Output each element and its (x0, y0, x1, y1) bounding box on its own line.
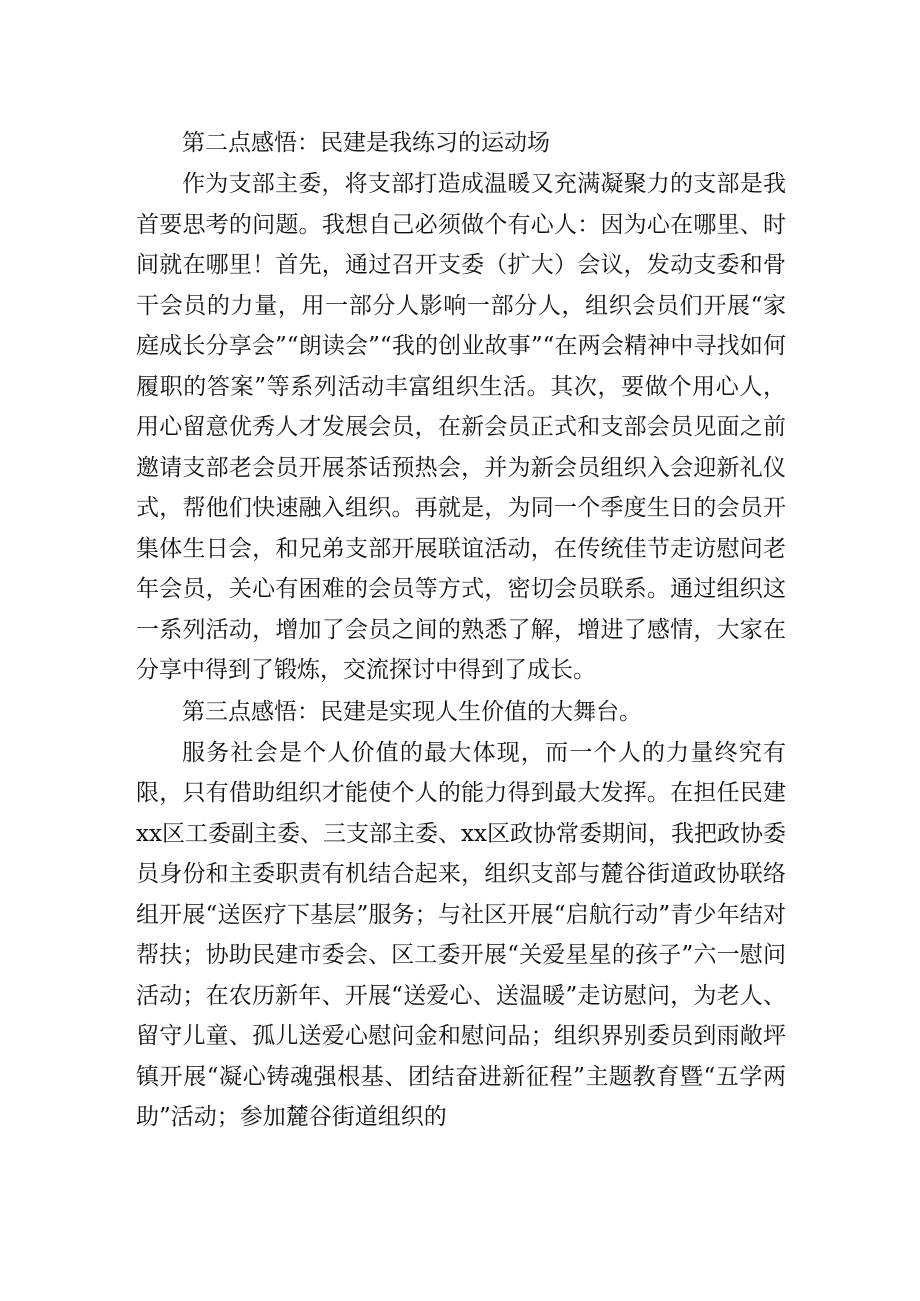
section-2-heading: 第二点感悟：民建是我练习的运动场 (182, 130, 550, 156)
section-3-heading: 第三点感悟：民建是实现人生价值的大舞台。 (182, 698, 642, 725)
document-body (136, 122, 786, 1138)
section-2-paragraph: 作为支部主委，将支部打造成温暖又充满凝聚力的支部是我首要思考的问题。我想自己必须做个有心人：因为心在哪里、时间就在哪里！首先，通过召开支委（扩大）会议，发动支委和骨干会员的力量，用一部分人影响一部分人，组织会员们开展“家庭成长分享会”“朗读会”“我的创业故事”“在两会精神中寻找如何履职的答案”等系列活动丰富组织生活。其次，要做个用心人，用心留意优秀人才发展会员，在新会员正式和支部会员见面之前邀请支部老会员开展茶话预热会，并为新会员组织入会迎新礼仪式，帮他们快速融入组织。再就是，为同一个季度生日的会员开集体生日会，和兄弟支部开展联谊活动，在传统佳节走访慰问老年会员，关心有困难的会员等方式，密切会员联系。通过组织这一系列活动，增加了会员之间的熟悉了解，增进了感情，大家在分享中得到了锻炼，交流探讨中得到了成长。 (136, 171, 786, 683)
section-3-paragraph: 服务社会是个人价值的最大体现，而一个人的力量终究有限，只有借助组织才能使个人的能力得到最大发挥。在担任民建xx区工委副主委、三支部主委、xx区政协常委期间，我把政协委员身份和主委职责有机结合起来，组织支部与麓谷街道政协联络组开展“送医疗下基层”服务；与社区开展“启航行动”青少年结对帮扶；协助民建市委会、区工委开展“关爱星星的孩子”六一慰问活动；在农历新年、开展“送爱心、送温暖”走访慰问，为老人、留守儿童、孤儿送爱心慰问金和慰问品；组织界别委员到雨敞坪镇开展“凝心铸魂强根基、团结奋进新征程”主题教育暨“五学两助”活动；参加麓谷街道组织的 (136, 739, 786, 1130)
